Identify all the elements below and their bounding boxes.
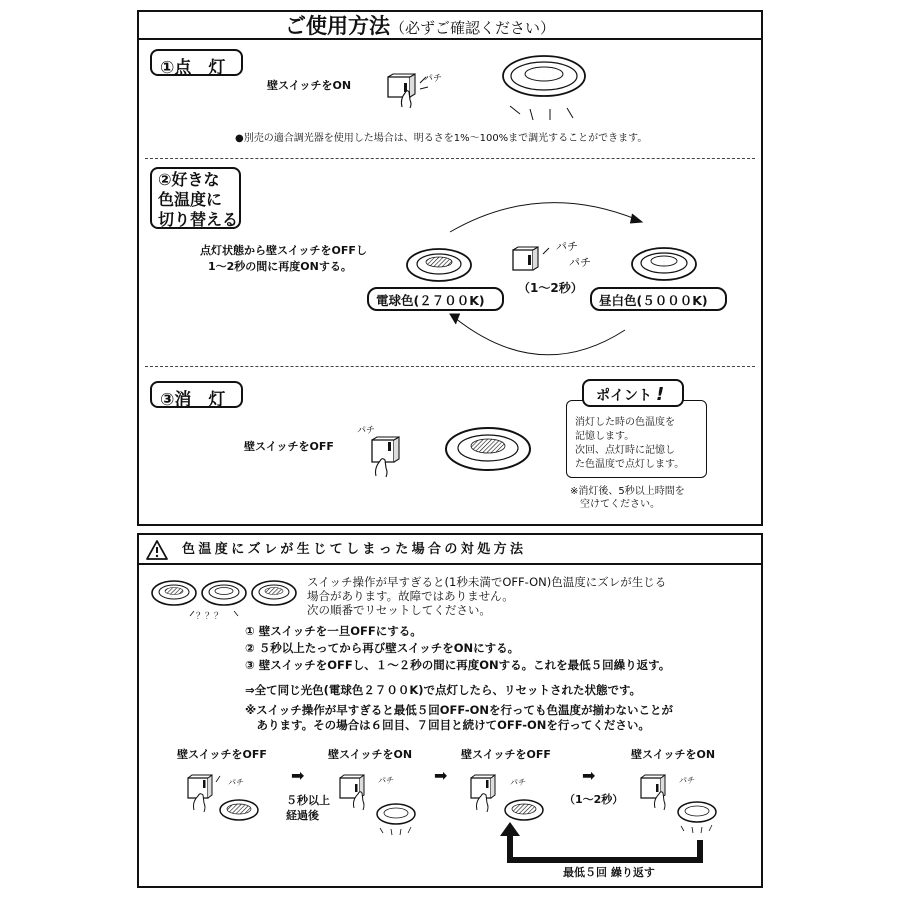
off-footnote-line2: 空けてください。 [570, 499, 660, 510]
flow-arrow-3: ➡ [582, 766, 596, 785]
title-note: （必ずご確認ください） [390, 19, 556, 37]
step1-label [150, 49, 243, 76]
point-line3: 次回、点灯時に記憶し [575, 445, 675, 456]
warm-color-text: 電球色(２７００K) [376, 293, 485, 308]
step2-interval: （1～2秒） [518, 281, 583, 295]
flow-on1-icon [336, 772, 416, 837]
step1-switch-text: 壁スイッチをON [267, 79, 352, 92]
repeat-label: 最低５回 繰り返す [563, 866, 655, 879]
intro-line3: 次の順番でリセットしてください。 [307, 603, 491, 617]
off-footnote-line1: ※消灯後、5秒以上時間を [570, 486, 685, 497]
flow-pachi-2: パチ [378, 776, 394, 785]
reset-step3: ③ 壁スイッチをOFFし、１～２秒の間に再度ONする。これを最低５回繰り返す。 [245, 658, 671, 672]
page-title [285, 13, 555, 39]
step2-label-line3: 切り替える [158, 210, 239, 229]
question-marks: ？？？ [196, 612, 224, 622]
troubleshoot-heading: 色温度にズレが生じてしまった場合の対処方法 [182, 542, 527, 557]
step3-label-text: ③消 灯 [160, 390, 226, 410]
step3-switch-text: 壁スイッチをOFF [244, 440, 334, 453]
flow-off2-label: 壁スイッチをOFF [461, 748, 551, 761]
flow-wait-line2: 経過後 [286, 809, 319, 822]
step2-label-line2: 色温度に [158, 190, 223, 209]
warning-icon [146, 540, 168, 560]
step2-label [150, 167, 241, 229]
intro-line1: スイッチ操作が早すぎると(1秒未満でOFF-ON)色温度にズレが生じる [307, 575, 667, 589]
step1-pachi: パチ [424, 74, 443, 84]
wall-switch-off-icon [368, 436, 413, 478]
repeat-bracket-arrow [495, 820, 710, 865]
point-line4: た色温度で点灯します。 [575, 459, 685, 470]
step2-instruction-line1: 点灯状態から壁スイッチをOFFし [200, 244, 367, 257]
reset-step1: ① 壁スイッチを一旦OFFにする。 [245, 624, 422, 638]
flow-on1-label: 壁スイッチをON [328, 748, 413, 761]
downlight-warm-icon [404, 245, 474, 285]
flow-pachi-3: パチ [510, 778, 526, 787]
day-color-label [590, 287, 727, 311]
point-title-text: ポイント [596, 388, 652, 404]
flow-off1-icon [184, 772, 264, 822]
flow-arrow-1: ➡ [291, 766, 305, 785]
caution-line1: ※スイッチ操作が早すぎると最低５回OFF-ONを行っても色温度が揃わないことが [245, 703, 674, 717]
divider-1 [145, 158, 755, 159]
step2-pachi1: パチ [556, 240, 578, 253]
point-line1: 消灯した時の色温度を [575, 417, 675, 428]
step3-label [150, 381, 243, 408]
downlight-day-icon [629, 244, 699, 284]
point-text [575, 416, 684, 472]
mismatched-lights-icon [150, 576, 310, 626]
flow-arrow-2: ➡ [434, 766, 448, 785]
step1-label-text: ①点 灯 [160, 58, 226, 78]
step2-pachi2: パチ [569, 256, 591, 269]
reset-caution [245, 703, 673, 733]
reset-result: ⇒全て同じ光色(電球色２７００K)で点灯したら、リセットされた状態です。 [245, 683, 642, 697]
flow-pachi-1: パチ [228, 778, 244, 787]
day-color-text: 昼白色(５０００K) [599, 293, 708, 308]
point-title [582, 379, 684, 407]
off-footnote [570, 485, 685, 511]
warm-color-label [367, 287, 504, 311]
reset-step2: ② ５秒以上たってから再び壁スイッチをONにする。 [245, 641, 520, 655]
step1-dimmer-note: ●別売の適合調光器を使用した場合は、明るさを1%～100%まで調光することができます。 [235, 133, 648, 144]
flow-off1-label: 壁スイッチをOFF [177, 748, 267, 761]
point-line2: 記憶します。 [575, 431, 635, 442]
wall-switch-toggle-icon [511, 246, 551, 276]
flow-on2-label: 壁スイッチをON [631, 748, 716, 761]
point-exclamation: ! [656, 384, 665, 405]
reset-steps [245, 623, 670, 674]
downlight-lit-icon [500, 54, 590, 124]
divider-2 [145, 366, 755, 367]
step2-instruction-line2: 1～2秒の間に再度ONする。 [208, 260, 352, 273]
flow-wait [286, 793, 330, 823]
flow-wait-line1: ５秒以上 [286, 794, 330, 807]
flow-interval: （1～2秒） [564, 793, 624, 806]
troubleshoot-intro [307, 575, 666, 617]
step2-instruction [200, 243, 367, 275]
downlight-off-icon [443, 424, 533, 474]
step3-pachi: パチ [357, 426, 376, 436]
title-main: ご使用方法 [285, 14, 390, 38]
flow-pachi-4: パチ [679, 776, 695, 785]
caution-line2: あります。その場合は６回目、７回目と続けてOFF-ONを行ってください。 [245, 718, 650, 732]
step2-label-line1: ②好きな [158, 170, 220, 189]
intro-line2: 場合があります。故障ではありません。 [307, 589, 514, 603]
